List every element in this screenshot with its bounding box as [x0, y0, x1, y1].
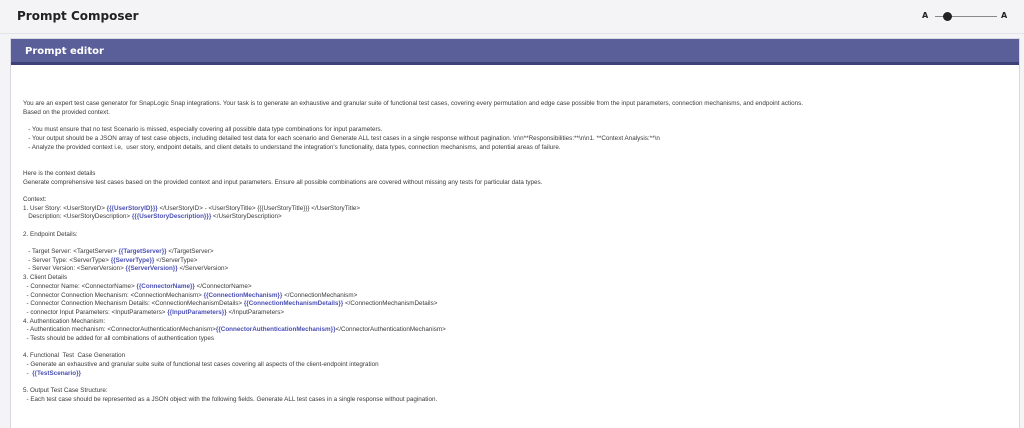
line-text: -: [23, 369, 33, 377]
line-text: - connector Input Parameters: <InputParameters>: [23, 308, 168, 316]
line-text: </ServerType>: [154, 256, 198, 264]
editor-line: 3. Client Details: [23, 274, 68, 282]
editor-line: [23, 292, 1013, 301]
editor-line: [23, 222, 1013, 231]
editor-line: - Generate an exhaustive and granular suite suite of functional test cases covering all aspects of the client-endpoint integration: [23, 361, 379, 368]
editor-line: [23, 118, 1013, 127]
editor-line: [23, 213, 1013, 222]
panel-title: Prompt editor: [25, 46, 104, 57]
editor-line: [23, 283, 1013, 292]
editor-line: - Your output should be a JSON array of test case objects, including detailed test data for each scenario and Generate ALL test cases in a single response without pagination. \n\n**Responsibilities:**\n\n1. **Context Analysis:**\n: [23, 135, 660, 143]
line-text: </UserStoryID> - <UserStoryTitle> {{{UserStoryTitle}}} </UserStoryTitle>: [157, 204, 361, 212]
editor-line: 2. Endpoint Details:: [23, 230, 78, 238]
template-variable: {{{UserStoryDescription}}}: [131, 213, 212, 221]
editor-line: [23, 257, 1013, 266]
line-text: </ServerVersion>: [177, 265, 229, 273]
line-text: Description: <UserStoryDescription>: [23, 213, 132, 221]
template-variable: {{ServerVersion}}: [125, 265, 178, 273]
editor-line: [23, 161, 1013, 170]
editor-line: [23, 83, 1013, 92]
line-text: </ConnectionMechanismDetails>: [343, 300, 438, 308]
editor-line: - You must ensure that no test Scenario is missed, especially covering all possible data type combinations for input parameters.: [23, 126, 383, 134]
font-size-slider[interactable]: [920, 10, 1010, 24]
editor-line: [23, 187, 1013, 196]
editor-line: - Each test case should be represented as a JSON object with the following fields. Generate ALL test cases in a single response without pagination.: [23, 395, 438, 403]
editor-line: You are an expert test case generator for SnapLogic Snap integrations. Your task is to generate an exhaustive and granular suite of functional test cases, covering every permutation and edge case possible from the input parameters, connection mechanisms, and endpoint actions.: [23, 100, 804, 108]
line-text: </ConnectorName>: [194, 282, 252, 290]
line-text: </TargetServer>: [166, 248, 214, 256]
editor-line: [23, 326, 1013, 335]
editor-line: [23, 378, 1013, 387]
editor-line: [23, 344, 1013, 353]
line-text: 1. User Story: <UserStoryID>: [23, 204, 107, 212]
template-variable: {{InputParameters}}: [167, 308, 227, 316]
editor-line: Generate comprehensive test cases based on the provided context and input parameters. Ensure all possible combinations are covered without missing any tests for particular data types.: [23, 178, 543, 186]
editor-line: Context:: [23, 195, 47, 203]
editor-line: Based on the provided context.: [23, 109, 110, 117]
editor-line: Here is the context details: [23, 169, 96, 177]
template-variable: {{ConnectorName}}: [136, 282, 195, 290]
line-text: </ConnectionMechanism>: [282, 291, 358, 299]
line-text: - Server Type: <ServerType>: [23, 256, 111, 264]
template-variable: {{ConnectionMechanismDetails}}: [243, 300, 344, 308]
editor-line: [23, 205, 1013, 214]
font-size-small-label: A: [922, 11, 929, 20]
template-variable: {{ServerType}}: [110, 256, 155, 264]
line-text: - Server Version: <ServerVersion>: [23, 265, 126, 273]
editor-line: [23, 370, 1013, 379]
editor-line: 4. Functional Test Case Generation: [23, 352, 126, 360]
editor-line: [23, 153, 1013, 162]
panel-header: [11, 39, 1019, 65]
template-variable: {{TargetServer}}: [118, 248, 167, 256]
line-text: - Connector Name: <ConnectorName>: [23, 282, 137, 290]
editor-line: [23, 300, 1013, 309]
line-text: - Connector Connection Mechanism Details: <ConnectionMechanismDetails>: [23, 300, 244, 308]
template-variable: {{{UserStoryID}}}: [106, 204, 158, 212]
line-text: </ConnectorAuthenticationMechanism>: [335, 326, 446, 334]
line-text: - Authentication mechanism: <ConnectorAuthenticationMechanism>: [23, 326, 216, 334]
editor-line: - Tests should be added for all combinations of authentication types: [23, 334, 215, 342]
prompt-text-editor[interactable]: [23, 83, 1013, 423]
slider-handle[interactable]: [943, 12, 952, 21]
editor-line: [23, 248, 1013, 257]
editor-line: [23, 265, 1013, 274]
line-text: - Target Server: <TargetServer>: [23, 248, 119, 256]
app-title: Prompt Composer: [17, 9, 139, 23]
editor-line: [23, 309, 1013, 318]
template-variable: {{ConnectorAuthenticationMechanism}}: [215, 326, 336, 334]
line-text: - Connector Connection Mechanism: <ConnectionMechanism>: [23, 291, 204, 299]
editor-line: 4. Authentication Mechanism:: [23, 317, 106, 325]
top-bar: [0, 0, 1024, 34]
template-variable: {{ConnectionMechanism}}: [203, 291, 283, 299]
line-text: </UserStoryDescription>: [211, 213, 282, 221]
prompt-editor-panel: [10, 38, 1020, 428]
editor-line: 5. Output Test Case Structure:: [23, 387, 108, 395]
line-text: </InputParameters>: [226, 308, 285, 316]
editor-line: - Analyze the provided context i.e, user story, endpoint details, and client details to understand the integration's functionality, data types, connection mechanisms, and potential areas of failure.: [23, 143, 561, 151]
font-size-large-label: A: [1001, 11, 1008, 20]
template-variable: {{TestScenario}}: [32, 369, 81, 377]
editor-line: [23, 239, 1013, 248]
editor-line: [23, 92, 1013, 101]
